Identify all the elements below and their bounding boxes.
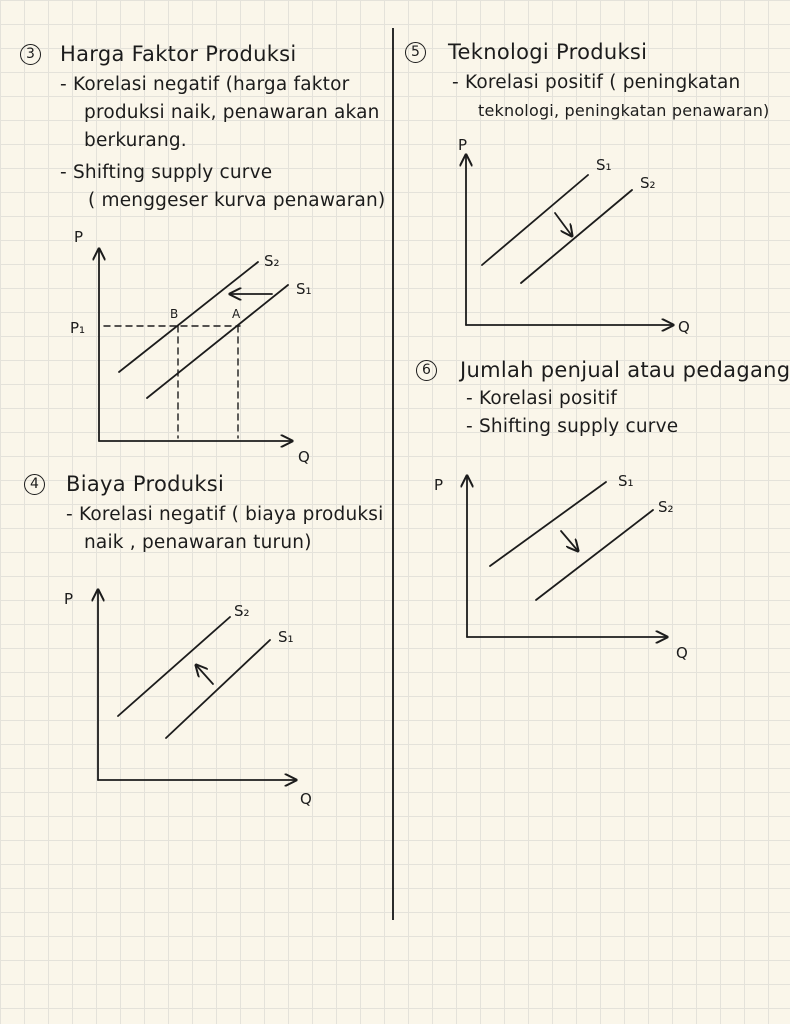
supply-curve-s1 [482, 175, 588, 265]
supply-curve-s1 [147, 285, 288, 398]
axis-label-q: Q [678, 318, 690, 336]
graph-biaya-produksi [98, 590, 296, 780]
curve-label-s2: S₂ [640, 174, 656, 192]
supply-curve-s2 [536, 510, 653, 600]
section-number-5: 5 [405, 42, 426, 63]
note-line: - Shifting supply curve [466, 416, 679, 437]
section-number-4: 4 [24, 474, 45, 495]
axis-label-q: Q [676, 644, 688, 662]
axis-label-p: P [74, 228, 84, 246]
curve-label-s2: S₂ [264, 252, 280, 270]
note-line: naik , penawaran turun) [84, 532, 312, 553]
curve-label-s1: S₁ [296, 280, 312, 298]
note-line: teknologi, peningkatan penawaran) [478, 101, 770, 120]
note-line: - Korelasi negatif ( biaya produksi [66, 504, 384, 525]
section-title-teknologi: Teknologi Produksi [448, 40, 648, 64]
curve-label-s2: S₂ [658, 498, 674, 516]
axis-label-p: P [458, 136, 468, 154]
note-line: produksi naik, penawaran akan [84, 102, 380, 123]
note-line: - Korelasi positif ( peningkatan [452, 72, 741, 93]
note-line: - Korelasi negatif (harga faktor [60, 74, 350, 95]
shift-arrow [555, 213, 572, 236]
supply-curve-s1 [166, 640, 270, 738]
section-number-3: 3 [20, 44, 41, 65]
point-label-b: B [170, 307, 179, 321]
supply-curve-s2 [118, 617, 230, 716]
section-title-harga-faktor: Harga Faktor Produksi [60, 42, 297, 66]
supply-curve-s1 [490, 482, 606, 566]
note-line: - Shifting supply curve [60, 162, 273, 183]
shift-arrow [196, 665, 213, 684]
graph-jumlah-penjual [467, 476, 667, 637]
price-label-p1: P₁ [70, 319, 86, 337]
curve-label-s2: S₂ [234, 602, 250, 620]
curve-label-s1: S₁ [618, 472, 634, 490]
supply-curve-s2 [521, 190, 632, 283]
note-line: ( menggeser kurva penawaran) [88, 190, 386, 211]
shift-arrow [561, 531, 578, 551]
axis-label-p: P [434, 476, 444, 494]
section-number-6: 6 [416, 360, 437, 381]
graph-harga-faktor [99, 249, 292, 441]
curve-label-s1: S₁ [596, 156, 612, 174]
section-title-jumlah-penjual: Jumlah penjual atau pedagang [460, 358, 790, 382]
axis-label-p: P [64, 590, 74, 608]
note-line: berkurang. [84, 130, 187, 151]
curve-label-s1: S₁ [278, 628, 294, 646]
note-line: - Korelasi positif [466, 388, 618, 409]
section-title-biaya-produksi: Biaya Produksi [66, 472, 225, 496]
point-label-a: A [232, 307, 241, 321]
axis-label-q: Q [298, 448, 310, 466]
axis-label-q: Q [300, 790, 312, 808]
